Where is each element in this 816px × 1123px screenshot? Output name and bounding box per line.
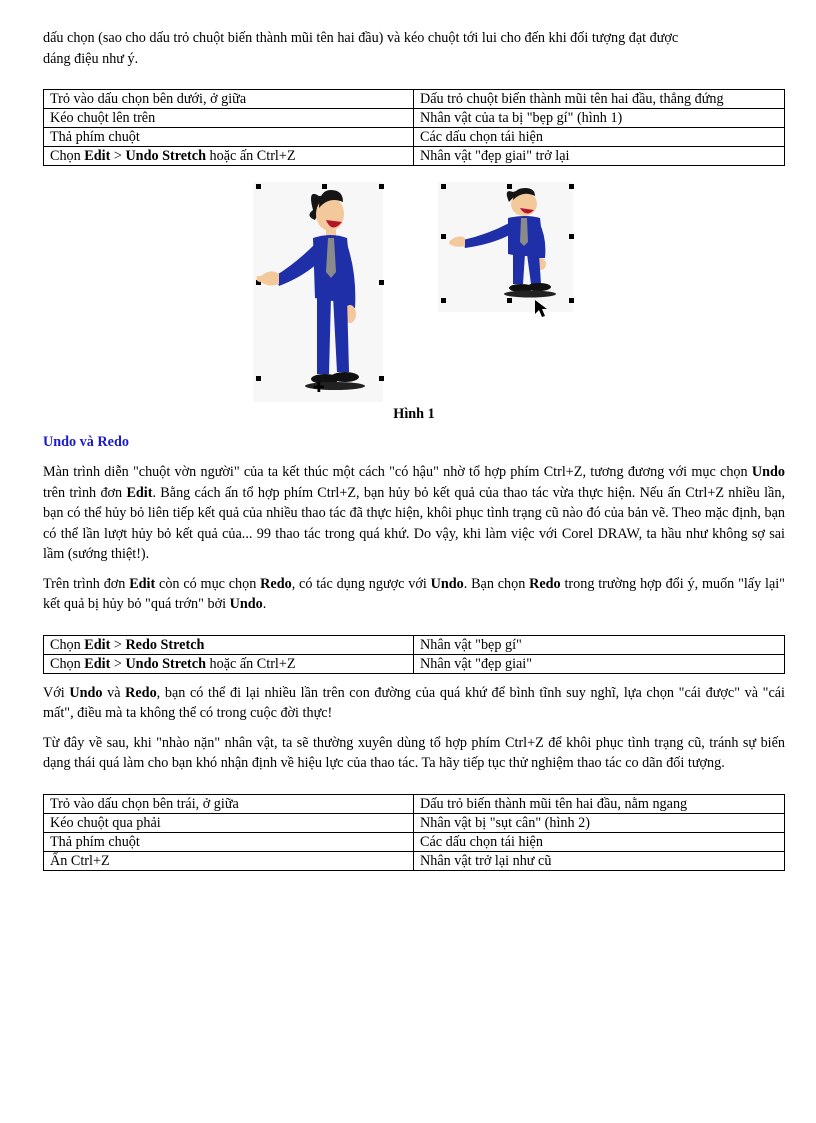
- table-cell: Thả phím chuột: [44, 832, 414, 851]
- table-cell: Kéo chuột qua phải: [44, 813, 414, 832]
- table-cell: Nhân vật bị "sụt cân" (hình 2): [414, 813, 785, 832]
- paragraph-continue: Từ đây về sau, khi "nhào nặn" nhân vật, ta sẽ thường xuyên dùng tổ hợp phím Ctrl+Z để khôi phục tình trạng cũ, tránh sự biến dạng thái quá làm cho bạn khó nhận định về hiệu lực của thao tác. Ta hãy tiếp tục thử nghiệm thao tác co dãn đối tượng.: [43, 734, 785, 771]
- table-row: [44, 90, 785, 109]
- table-cell: Trỏ vào dấu chọn bên dưới, ở giữa: [44, 90, 414, 109]
- intro-paragraph: [43, 28, 785, 69]
- table-cell: Chọn Edit > Undo Stretch hoặc ấn Ctrl+Z: [44, 654, 414, 673]
- paragraph-undo-redo: Với Undo và Redo, bạn có thể đi lại nhiều lần trên con đường của quá khứ để bình tĩnh suy nghĩ, lựa chọn "cái được" và "cái mất", điều mà ta không thể có trong cuộc đời thực!: [43, 684, 785, 721]
- table-cell: Các dấu chọn tái hiện: [414, 128, 785, 147]
- table-row: [44, 128, 785, 147]
- table-row: [44, 794, 785, 813]
- steps-table-3: [43, 794, 785, 871]
- table-cell: Nhân vật "bẹp gí": [414, 635, 785, 654]
- table-row: [44, 813, 785, 832]
- table-row: [44, 832, 785, 851]
- table-row: [44, 654, 785, 673]
- section-title: Undo và Redo: [43, 434, 129, 450]
- table-row: [44, 635, 785, 654]
- table-cell: Nhân vật "đẹp giai": [414, 654, 785, 673]
- table-cell: Chọn Edit > Undo Stretch hoặc ấn Ctrl+Z: [44, 147, 414, 166]
- table-cell: Thả phím chuột: [44, 128, 414, 147]
- paragraph-redo: Trên trình đơn Edit còn có mục chọn Redo, có tác dụng ngược với Undo. Bạn chọn Redo trong trường hợp đổi ý, muốn "lấy lại" kết quả bị hủy bỏ "quá trớn" bởi Undo.: [43, 575, 785, 612]
- intro-line-2: dáng điệu như ý.: [43, 50, 139, 67]
- table-cell: Dấu trỏ biến thành mũi tên hai đầu, nằm ngang: [414, 794, 785, 813]
- table-cell: Dấu trỏ chuột biến thành mũi tên hai đầu, thẳng đứng: [414, 90, 785, 109]
- figure-caption: Hình 1: [393, 406, 435, 422]
- steps-table-2: [43, 635, 785, 674]
- character-squashed: [438, 182, 574, 317]
- table-cell: Nhân vật của ta bị "bẹp gí" (hình 1): [414, 109, 785, 128]
- table-cell: Nhân vật trở lại như cũ: [414, 851, 785, 870]
- table-cell: Nhân vật "đẹp giai" trở lại: [414, 147, 785, 166]
- paragraph-undo: Màn trình diễn "chuột vờn người" của ta kết thúc một cách "có hậu" nhờ tổ hợp phím Ctrl+Z, tương đương với mục chọn Undo trên trình đơn Edit. Bằng cách ấn tổ hợp phím Ctrl+Z, bạn hủy bỏ kết quả của thao tác vừa thực hiện. Nếu ấn Ctrl+Z nhiều lần, bạn có thể hủy bỏ liên tiếp kết quả của nhiều thao tác đã thực hiện, khôi phục tình trạng cũ nào đó của bản vẽ. Theo mặc định, bạn có thể lần lượt hủy bỏ kết quả của... 99 thao tác trong quá khứ. Do vậy, khi làm việc với Corel DRAW, ta hầu như không sợ sai lầm (sướng thiệt!).: [43, 464, 785, 562]
- character-normal: [253, 182, 384, 402]
- figure-1: [43, 174, 785, 408]
- table-cell: Kéo chuột lên trên: [44, 109, 414, 128]
- steps-table-1: [43, 89, 785, 166]
- table-cell: Ấn Ctrl+Z: [44, 851, 414, 870]
- intro-line-1: dấu chọn (sao cho dấu trỏ chuột biến thành mũi tên hai đầu) và kéo chuột tới lui cho đến khi đối tượng đạt được: [43, 30, 679, 46]
- table-row: [44, 147, 785, 166]
- table-cell: Trỏ vào dấu chọn bên trái, ở giữa: [44, 794, 414, 813]
- table-cell: Chọn Edit > Redo Stretch: [44, 635, 414, 654]
- document-page: [43, 28, 785, 871]
- table-row: [44, 109, 785, 128]
- svg-text:✚: ✚: [313, 380, 325, 396]
- table-cell: Các dấu chọn tái hiện: [414, 832, 785, 851]
- table-row: [44, 851, 785, 870]
- figure-illustration: [43, 174, 785, 408]
